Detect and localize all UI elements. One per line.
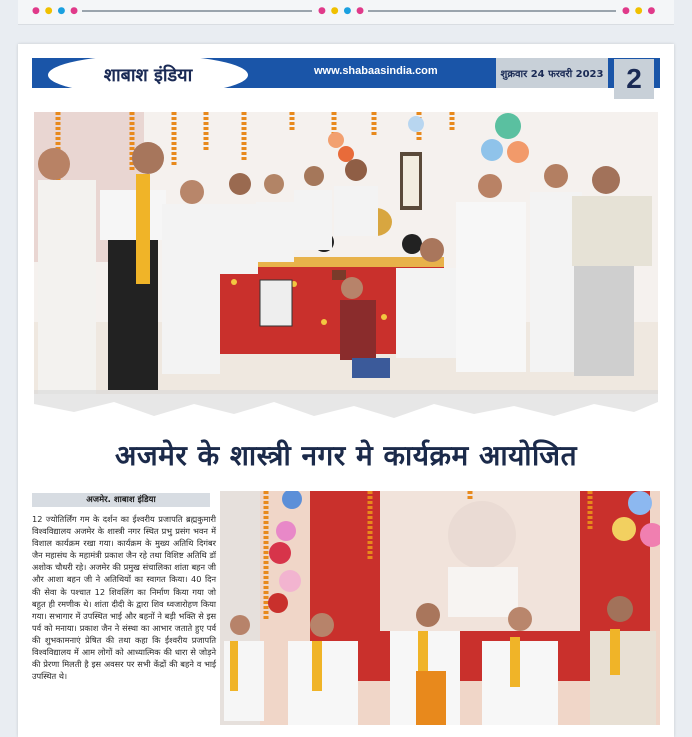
- divider: [368, 10, 616, 12]
- group-photo-illustration: [34, 112, 658, 394]
- article-headline: अजमेर के शास्त्री नगर मे कार्यक्रम आयोजित: [114, 439, 578, 472]
- dateline: अजमेर. शाबाश इंडिया: [32, 493, 210, 507]
- torn-edge: [34, 390, 658, 424]
- brand-logo: [48, 55, 248, 95]
- color-dots: ● ● ● ●: [32, 6, 80, 16]
- event-photo-stage: [220, 491, 660, 725]
- website-link[interactable]: www.shabaasindia.com: [314, 65, 438, 77]
- newspaper-page: [18, 44, 674, 737]
- article-body: 12 ज्योतिर्लिंग गम के दर्शन का ईश्वरीय प्रजापति ब्रह्मकुमारी विश्वविद्यालय अजमेर के शास्त्री नगर स्थित प्रभु प्रसंग भवन में विशाल कार्यक्रम रखा गया। कार्यक्रम के मुख्य अतिथि दिगंबर जैन महासंघ के महामंत्री प्रकाश जैन रहे तथा विशिष्ट अतिथि डॉ अशोक चौधरी रहे। अजमेर की प्रमुख संचालिका शांता बहन जी और आशा बहन जी ने अतिथियों का स्वागत किया। 40 दिन की सेवा के पश्चात 12 शिवलिंग का निर्माण किया गया जो बहुत ही रमणीक थे। शांता दीदी के द्वारा शिव ध्वजारोहण किया गया। सभागार में उपस्थित भाई और बहनों ने बड़ी भक्ति से इस पर्व को मनाया। प्रकाश जैन ने संस्था का आभार जताते हुए पर्व की शुभकामनाएं प्रेषित की तथा कहा कि ईश्वरीय प्रजापति विश्वविद्यालय में आम लोगों को आध्यात्मिक की धारा से जोड़ने की प्रेरणा मिलती है इस अवसर पर सभी केंद्रों की बहने व भाई उपस्थित थे।: [32, 514, 216, 682]
- divider: [82, 10, 312, 12]
- page-number: 2: [614, 59, 654, 99]
- color-dots: ● ● ●: [622, 6, 657, 16]
- stage-photo-illustration: [220, 491, 660, 725]
- brand-name: शाबाश इंडिया: [103, 65, 193, 86]
- masthead: [32, 58, 660, 94]
- top-strip: [18, 0, 674, 25]
- color-dots: ● ● ● ●: [318, 6, 366, 16]
- issue-date: शुक्रवार 24 फरवरी 2023: [496, 58, 608, 88]
- event-photo-group: [34, 112, 658, 394]
